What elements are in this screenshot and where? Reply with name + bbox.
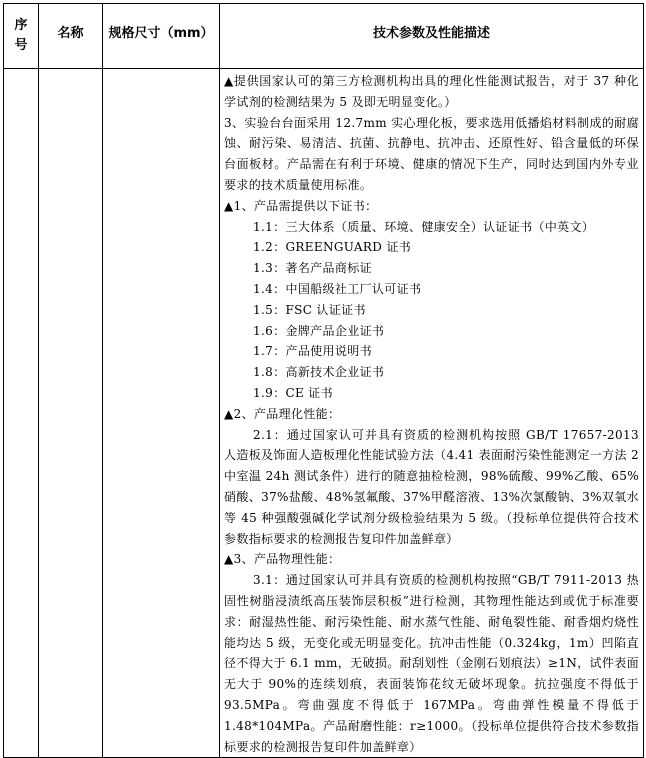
sec1-item: 1.6：金牌产品企业证书	[253, 323, 385, 338]
cell-tech	[220, 69, 644, 758]
sec2-heading: ▲2、产品理化性能：	[224, 406, 341, 421]
sec1-item: 1.1：三大体系（质量、环境、健康安全）认证证书（中英文）	[253, 219, 595, 234]
header-tech	[220, 4, 644, 69]
table-row	[4, 69, 644, 758]
sec1-item: 1.4：中国船级社工厂认可证书	[253, 281, 422, 296]
spec-table	[3, 3, 644, 758]
header-name	[39, 4, 103, 69]
sec1-item: 1.2：GREENGUARD 证书	[253, 240, 412, 255]
sec1-item: 1.8：高新技术企业证书	[253, 365, 385, 380]
header-size	[103, 4, 220, 69]
header-seq	[4, 4, 39, 69]
sec3-body: 3.1：通过国家认可并具有资质的检测机构按照“GB/T 7911-2013 热固性树脂浸渍纸高压装饰层积板”进行检测，其物理性能达到或优于标准要求：耐湿热性能、耐污染性能、耐水蒸气性能、耐龟裂性能、耐香烟灼烧性能均达 5 级，无变化或无明显变化。抗冲击性能（0.324kg，1m）凹陷直径不得大于 6.1 mm，无破损。耐刮划性（金刚石划痕法）≥1N，试件表面无大于 90%的连续划痕，表面装饰花纹无破坏现象。抗拉强度不得低于 93.5MPa。弯曲强度不得低于 167MPa。弯曲弹性模量不得低于 1.48*104MPa。产品耐磨性能：r≥1000。（投标单位提供符合技术参数指标要求的检测报告复印件加盖鲜章）	[224, 573, 639, 754]
sec3-heading: ▲3、产品物理性能：	[224, 552, 341, 567]
header-tech-label: 技术参数及性能描述	[372, 26, 490, 41]
header-size-label: 规格尺寸（mm）	[108, 26, 214, 41]
sec1-item: 1.9：CE 证书	[253, 385, 333, 400]
sec2-body: 2.1：通过国家认可并具有资质的检测机构按照 GB/T 17657-2013 人造板及饰面人造板理化性能试验方法（4.41 表面耐污染性能测定一方法 2 中室温 24h 测试条件）进行的随意抽检检测，98%硫酸、99%乙酸、65%硝酸、37%盐酸、48%氢氟酸、37%甲醛溶液、13%次氯酸钠、3%双氧水等 45 种强酸强碱化学试剂分级检验结果为 5 级。（投标单位提供符合技术参数指标要求的检测报告复印件加盖鲜章）	[224, 427, 639, 546]
sec1-item: 1.5：FSC 认证证书	[253, 302, 366, 317]
sec1-item: 1.3：著名产品商标证	[253, 261, 372, 276]
tech-point-3: 3、实验台台面采用 12.7mm 实心理化板，要求选用低播焰材料制成的耐腐蚀、耐污染、易清洁、抗菌、抗静电、抗冲击、还原性好、铅含量低的环保台面板材。产品需在有利于环境、健康的情况下生产，同时达到国内外专业要求的技术质量使用标准。	[224, 115, 639, 192]
cell-seq	[4, 69, 39, 758]
header-seq-top: 序	[14, 18, 28, 33]
header-row	[4, 4, 644, 69]
sec1-item: 1.7：产品使用说明书	[253, 344, 372, 359]
cell-name	[39, 69, 103, 758]
cell-size	[103, 69, 220, 758]
tech-intro: ▲提供国家认可的第三方检测机构出具的理化性能测试报告，对于 37 种化学试剂的检测结果为 5 及即无明显变化。）	[224, 74, 639, 109]
header-name-label: 名称	[57, 26, 84, 41]
header-seq-bottom: 号	[14, 38, 28, 53]
sec1-heading: ▲1、产品需提供以下证书：	[224, 198, 378, 213]
